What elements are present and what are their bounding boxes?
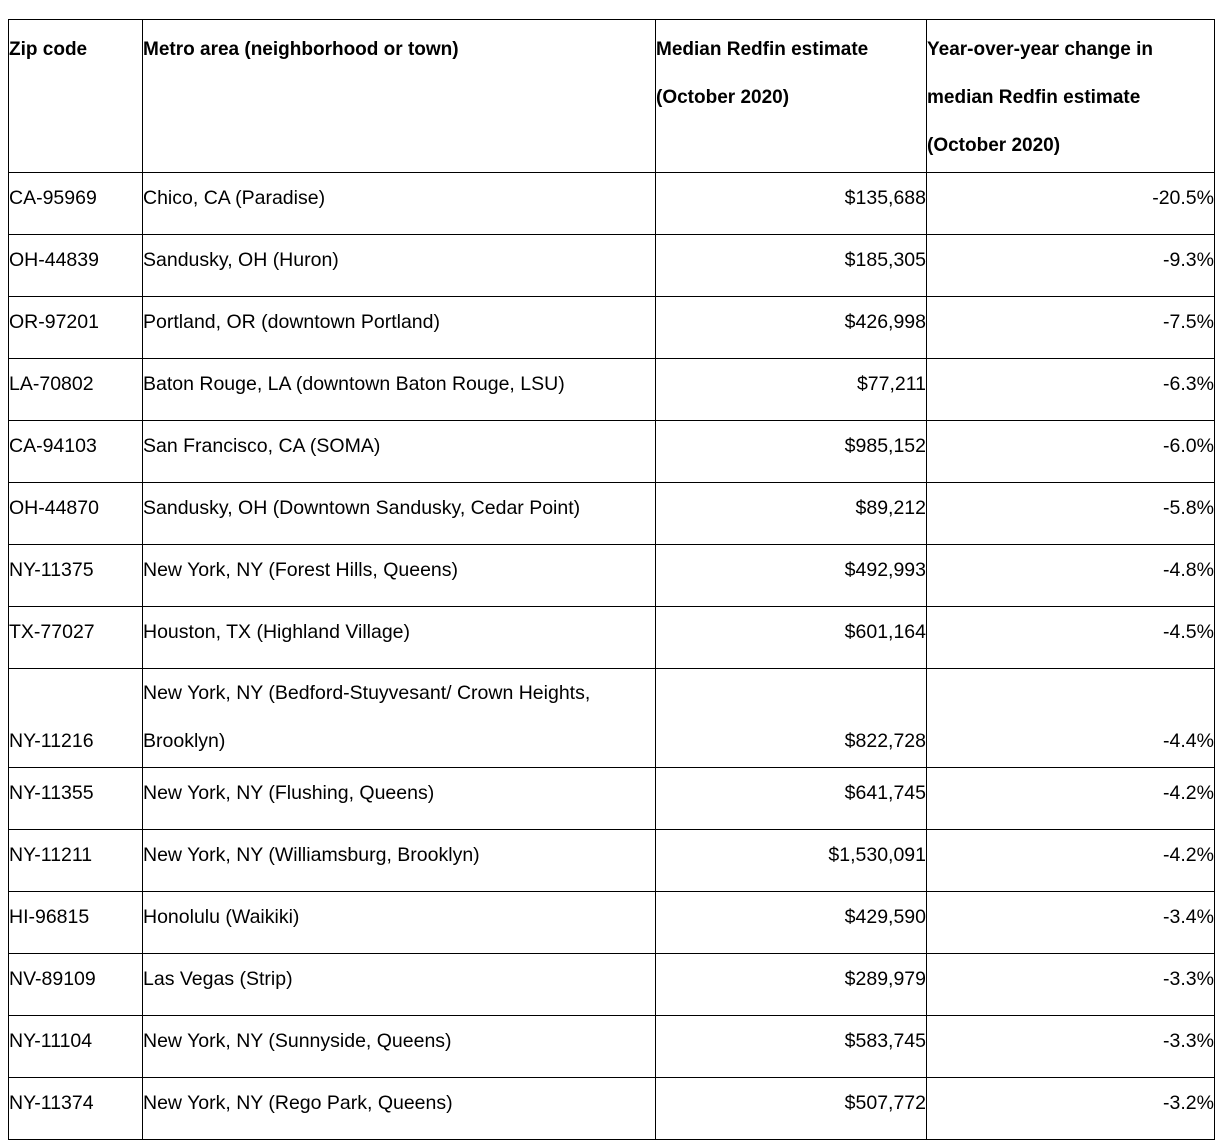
change-cell: -4.4% [927,669,1215,768]
table-row [9,1016,1215,1078]
zip-cell: HI-96815 [9,892,143,954]
change-cell: -4.2% [927,768,1215,830]
metro-cell: New York, NY (Forest Hills, Queens) [143,545,656,607]
metro-cell: New York, NY (Flushing, Queens) [143,768,656,830]
header-yoy-change: Year-over-year change in median Redfin estimate (October 2020) [927,20,1215,173]
estimate-cell: $135,688 [656,173,927,235]
table-row [9,830,1215,892]
metro-cell: Las Vegas (Strip) [143,954,656,1016]
header-median-estimate: Median Redfin estimate (October 2020) [656,20,927,173]
estimate-cell: $77,211 [656,359,927,421]
change-cell: -9.3% [927,235,1215,297]
metro-cell: Chico, CA (Paradise) [143,173,656,235]
metro-cell: San Francisco, CA (SOMA) [143,421,656,483]
zip-cell: CA-95969 [9,173,143,235]
change-cell: -4.5% [927,607,1215,669]
zip-cell: OH-44839 [9,235,143,297]
zip-cell: NY-11355 [9,768,143,830]
change-cell: -6.3% [927,359,1215,421]
metro-cell: Portland, OR (downtown Portland) [143,297,656,359]
zip-cell: NY-11104 [9,1016,143,1078]
metro-cell: New York, NY (Bedford-Stuyvesant/ Crown Heights, Brooklyn) [143,669,656,768]
metro-cell: New York, NY (Sunnyside, Queens) [143,1016,656,1078]
redfin-estimate-table [8,19,1215,1140]
metro-cell: Houston, TX (Highland Village) [143,607,656,669]
change-cell: -3.4% [927,892,1215,954]
zip-cell: LA-70802 [9,359,143,421]
table-row [9,173,1215,235]
table-header-row [9,20,1215,173]
estimate-cell: $89,212 [656,483,927,545]
estimate-cell: $985,152 [656,421,927,483]
change-cell: -4.8% [927,545,1215,607]
estimate-cell: $507,772 [656,1078,927,1140]
table-row [9,421,1215,483]
table-row [9,768,1215,830]
table-row [9,359,1215,421]
change-cell: -3.3% [927,954,1215,1016]
estimate-cell: $601,164 [656,607,927,669]
change-cell: -3.2% [927,1078,1215,1140]
table-row [9,1078,1215,1140]
change-cell: -4.2% [927,830,1215,892]
metro-cell: Sandusky, OH (Downtown Sandusky, Cedar Point) [143,483,656,545]
zip-cell: OR-97201 [9,297,143,359]
zip-cell: TX-77027 [9,607,143,669]
table-row [9,545,1215,607]
metro-cell: Honolulu (Waikiki) [143,892,656,954]
table-row [9,483,1215,545]
header-zip-code: Zip code [9,20,143,173]
zip-cell: NY-11211 [9,830,143,892]
estimate-cell: $822,728 [656,669,927,768]
metro-cell: Sandusky, OH (Huron) [143,235,656,297]
metro-cell: Baton Rouge, LA (downtown Baton Rouge, LSU) [143,359,656,421]
zip-cell: NY-11374 [9,1078,143,1140]
table-row [9,235,1215,297]
zip-cell: CA-94103 [9,421,143,483]
estimate-cell: $641,745 [656,768,927,830]
change-cell: -20.5% [927,173,1215,235]
zip-cell: NV-89109 [9,954,143,1016]
zip-cell: OH-44870 [9,483,143,545]
table-row [9,297,1215,359]
metro-cell: New York, NY (Williamsburg, Brooklyn) [143,830,656,892]
estimate-cell: $426,998 [656,297,927,359]
estimate-cell: $492,993 [656,545,927,607]
estimate-cell: $289,979 [656,954,927,1016]
change-cell: -6.0% [927,421,1215,483]
estimate-cell: $429,590 [656,892,927,954]
metro-cell: New York, NY (Rego Park, Queens) [143,1078,656,1140]
zip-cell: NY-11375 [9,545,143,607]
table-row [9,954,1215,1016]
zip-cell: NY-11216 [9,669,143,768]
change-cell: -5.8% [927,483,1215,545]
estimate-cell: $583,745 [656,1016,927,1078]
table-row [9,607,1215,669]
change-cell: -7.5% [927,297,1215,359]
table-row [9,669,1215,768]
estimate-cell: $1,530,091 [656,830,927,892]
table-row [9,892,1215,954]
estimate-cell: $185,305 [656,235,927,297]
header-metro-area: Metro area (neighborhood or town) [143,20,656,173]
change-cell: -3.3% [927,1016,1215,1078]
